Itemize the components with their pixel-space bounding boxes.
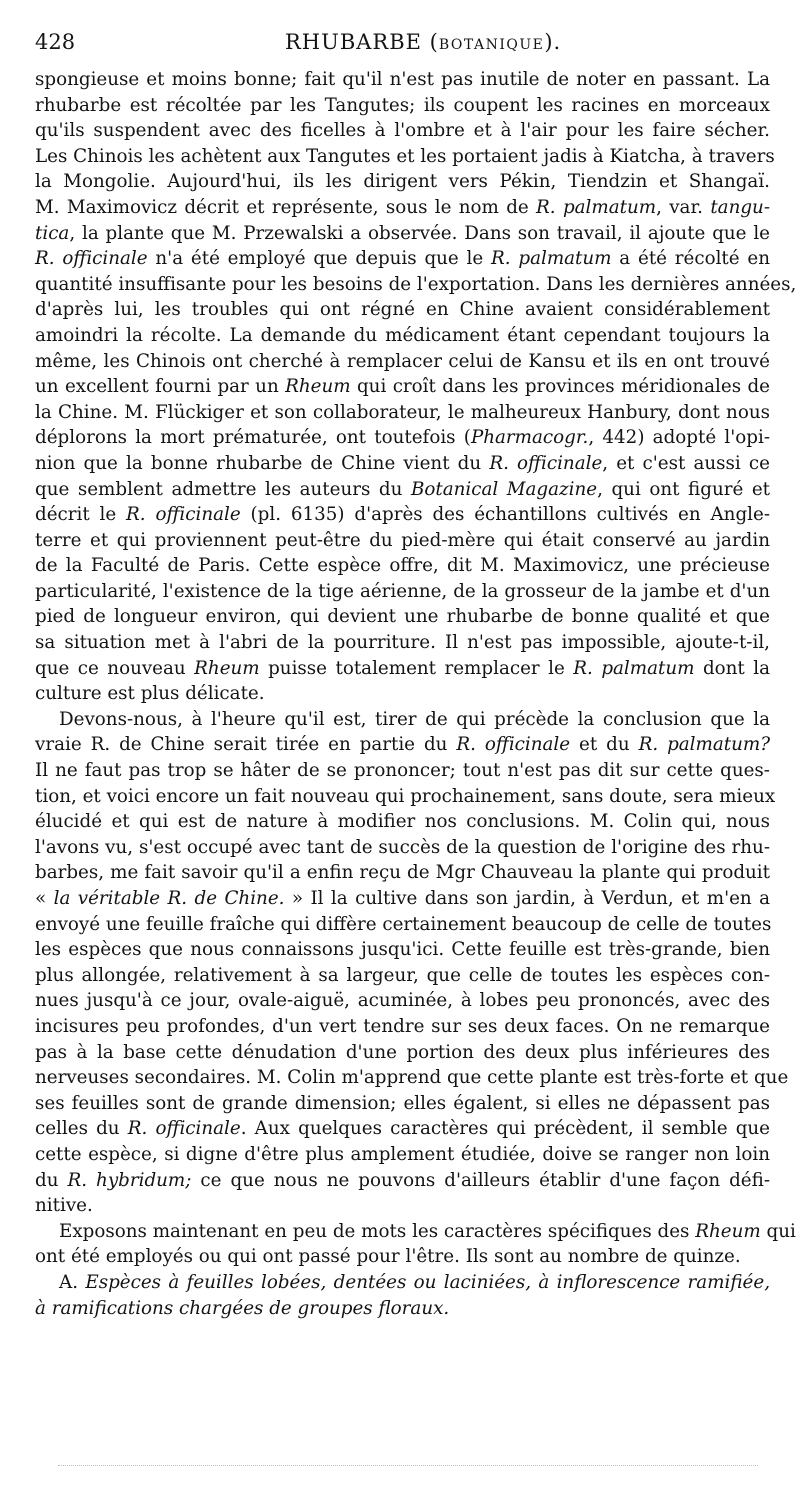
text-line: incisures peu profondes, d'un vert tendre sur ses deux faces. On ne remarque: [35, 1015, 770, 1037]
text-line: cette espèce, si digne d'être plus amplement étudiée, doive se ranger non loin: [35, 1143, 770, 1165]
text-line: ses feuilles sont de grande dimension; elles égalent, si elles ne dépassent pas: [35, 1092, 770, 1114]
running-title-end: ).: [544, 30, 562, 54]
text-line: élucidé et qui est de nature à modifier nos conclusions. M. Colin qui, nous: [35, 811, 770, 833]
text-line: même, les Chinois ont cherché à remplacer celui de Kansu et ils en ont trouvé: [35, 350, 770, 372]
text-line: ont été employés ou qui ont passé pour l'être. Ils sont au nombre de quinze.: [35, 1246, 741, 1268]
text-line: sa situation met à l'abri de la pourriture. Il n'est pas impossible, ajoute-t-il,: [35, 632, 770, 654]
text-line: nerveuses secondaires. M. Colin m'apprend que cette plante est très-forte et que: [35, 1067, 789, 1089]
text-line: « la véritable R. de Chine. » Il la cultive dans son jardin, à Verdun, et m'en a: [35, 888, 770, 909]
text-line: nitive.: [35, 1195, 93, 1217]
text-line: Les Chinois les achètent aux Tangutes et les portaient jadis à Kiatcha, à travers: [35, 145, 775, 167]
page-number: 428: [35, 30, 76, 54]
text-line: que semblent admettre les auteurs du Botanical Magazine, qui ont figuré et: [35, 478, 771, 500]
running-title: [285, 30, 561, 54]
text-line: les espèces que nous connaissons jusqu'ici. Cette feuille est très-grande, bien: [35, 939, 770, 961]
text-line: Devons-nous, à l'heure qu'il est, tirer de qui précède la conclusion que la: [59, 708, 770, 730]
text-line: Il ne faut pas trop se hâter de se prononcer; tout n'est pas dit sur cette ques-: [35, 760, 770, 782]
text-line: vraie R. de Chine serait tirée en partie du R. officinale et du R. palmatum?: [35, 734, 771, 756]
text-line: déplorons la mort prématurée, ont toutefois (Pharmacogr., 442) adopté l'opi-: [35, 427, 771, 449]
text-line: quantité insuffisante pour les besoins de l'exportation. Dans les dernières années,: [35, 273, 797, 295]
text-line: nion que la bonne rhubarbe de Chine vient du R. officinale, et c'est aussi ce: [35, 452, 770, 474]
text-line: particularité, l'existence de la tige aérienne, de la grosseur de la jambe et d'un: [35, 580, 770, 602]
text-line: la Mongolie. Aujourd'hui, ils les dirigent vers Pékin, Tiendzin et Shangaï.: [35, 171, 770, 193]
text-line: plus allongée, relativement à sa largeur, que celle de toutes les espèces con-: [35, 964, 770, 986]
running-title-smallcaps: BOTANIQUE: [438, 37, 545, 53]
text-line: pied de longueur environ, qui devient une rhubarbe de bonne qualité et que: [35, 606, 770, 628]
body-text: [35, 67, 797, 1321]
text-line: l'avons vu, s'est occupé avec tant de succès de la question de l'origine des rhu-: [35, 836, 770, 858]
running-title-main: RHUBARBE (: [285, 30, 439, 54]
text-line: envoyé une feuille fraîche qui diffère certainement beaucoup de celle de toutes: [35, 913, 772, 935]
text-line: culture est plus délicate.: [35, 683, 265, 705]
text-line: à ramifications chargées de groupes floraux.: [35, 1297, 450, 1319]
text-line: R. officinale n'a été employé que depuis que le R. palmatum a été récolté en: [35, 248, 770, 270]
running-head: [35, 30, 770, 64]
text-line: Exposons maintenant en peu de mots les caractères spécifiques des Rheum qui: [59, 1220, 796, 1242]
text-line: qu'ils suspendent avec des ficelles à l'ombre et à l'air pour les faire sécher.: [35, 120, 770, 142]
text-line: la Chine. M. Flückiger et son collaborateur, le malheureux Hanbury, dont nous: [35, 401, 770, 423]
text-line: d'après lui, les troubles qui ont régné en Chine avaient considérablement: [35, 299, 770, 321]
text-line: A. Espèces à feuilles lobées, dentées ou laciniées, à inflorescence ramifiée,: [59, 1271, 771, 1293]
text-line: terre et qui proviennent peut-être du pied-mère qui était conservé au jardin: [35, 529, 770, 551]
text-line: un excellent fourni par un Rheum qui croît dans les provinces méridionales de: [35, 376, 771, 398]
text-line: amoindri la récolte. La demande du médicament étant cependant toujours la: [35, 324, 770, 346]
footer-dotted-rule: [58, 1465, 758, 1466]
text-line: M. Maximovicz décrit et représente, sous le nom de R. palmatum, var. tangu-: [35, 196, 771, 218]
text-line: spongieuse et moins bonne; fait qu'il n'est pas inutile de noter en passant. La: [35, 69, 770, 90]
text-line: que ce nouveau Rheum puisse totalement remplacer le R. palmatum dont la: [35, 657, 770, 679]
text-line: tion, et voici encore un fait nouveau qui prochainement, sans doute, sera mieux: [35, 785, 776, 807]
text-line: pas à la base cette dénudation d'une portion des deux plus inférieures des: [35, 1041, 770, 1063]
text-line: de la Faculté de Paris. Cette espèce offre, dit M. Maximovicz, une précieuse: [35, 555, 770, 577]
text-line: du R. hybridum; ce que nous ne pouvons d'ailleurs établir d'une façon défi-: [35, 1169, 770, 1191]
text-line: barbes, me fait savoir qu'il a enfin reçu de Mgr Chauveau la plante qui produit: [35, 862, 770, 884]
text-line: celles du R. officinale. Aux quelques caractères qui précèdent, il semble que: [35, 1118, 770, 1140]
text-line: décrit le R. officinale (pl. 6135) d'après des échantillons cultivés en Angle-: [35, 504, 770, 526]
text-line: tica, la plante que M. Przewalski a observée. Dans son travail, il ajoute que le: [35, 222, 770, 244]
text-line: rhubarbe est récoltée par les Tangutes; ils coupent les racines en morceaux: [35, 94, 770, 116]
text-line: nues jusqu'à ce jour, ovale-aiguë, acuminée, à lobes peu prononcés, avec des: [35, 990, 770, 1012]
